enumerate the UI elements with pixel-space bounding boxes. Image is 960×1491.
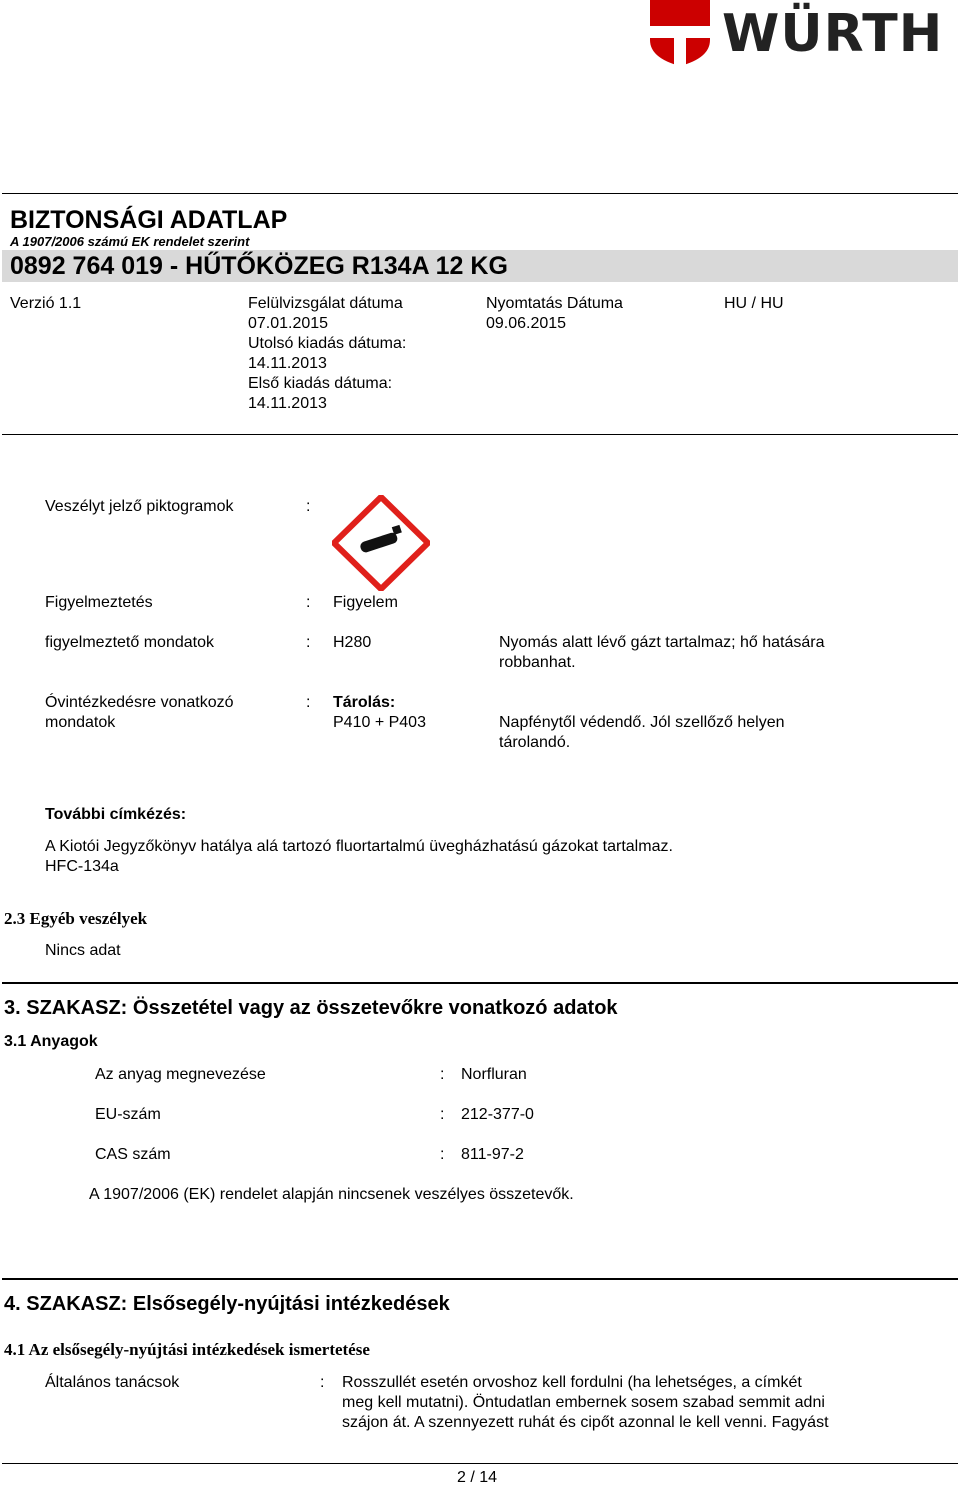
print-label: Nyomtatás Dátuma	[486, 295, 623, 312]
header-top-rule	[2, 193, 958, 194]
hazard-text-line-2: robbanhat.	[499, 654, 576, 671]
locale: HU / HU	[724, 295, 784, 312]
section3-sub-heading: 3.1 Anyagok	[4, 1033, 98, 1050]
eu-number-label: EU-szám	[95, 1106, 161, 1123]
substance-name-label: Az anyag megnevezése	[95, 1066, 266, 1083]
colon: :	[320, 1374, 325, 1391]
cas-number-value: 811-97-2	[461, 1146, 524, 1163]
colon: :	[440, 1146, 445, 1163]
general-advice-line-1: Rosszullét esetén orvoshoz kell fordulni (ha lehetséges, a címkét	[342, 1374, 802, 1391]
general-advice-line-2: meg kell mutatni). Öntudatlan embernek sosem szabad semmit adni	[342, 1394, 825, 1411]
gas-cylinder-icon	[332, 495, 430, 591]
storage-label: Tárolás:	[333, 694, 396, 711]
colon: :	[306, 594, 311, 611]
section3-heading: 3. SZAKASZ: Összetétel vagy az összetevőkre vonatkozó adatok	[4, 997, 618, 1019]
precaution-text-line-1: Napfénytől védendő. Jól szellőző helyen	[499, 714, 785, 731]
product-name: 0892 764 019 - HŰTŐKÖZEG R134A 12 KG	[10, 252, 508, 280]
section4-heading: 4. SZAKASZ: Elsősegély-nyújtási intézkedések	[4, 1293, 450, 1315]
version: Verzió 1.1	[10, 295, 82, 312]
further-labelling-heading: További címkézés:	[45, 806, 187, 823]
first-issue-date: 14.11.2013	[248, 395, 327, 412]
further-text-line-1: A Kiotói Jegyzőkönyv hatálya alá tartozó fluortartalmú üvegházhatású gázokat tartalmaz.	[45, 838, 673, 855]
warning-label: Figyelmeztetés	[45, 594, 153, 611]
hazard-text-line-1: Nyomás alatt lévő gázt tartalmaz; hő hatására	[499, 634, 825, 651]
print-date: 09.06.2015	[486, 315, 567, 332]
cas-number-label: CAS szám	[95, 1146, 171, 1163]
precaution-label-line-2: mondatok	[45, 714, 116, 731]
colon: :	[306, 634, 311, 651]
revision-date: 07.01.2015	[248, 315, 329, 332]
first-issue-label: Első kiadás dátuma:	[248, 375, 393, 392]
footer-rule	[2, 1463, 958, 1464]
document-title: BIZTONSÁGI ADATLAP	[10, 206, 288, 234]
precaution-label-line-1: Óvintézkedésre vonatkozó	[45, 694, 234, 711]
section4-rule	[2, 1278, 958, 1280]
colon: :	[440, 1066, 445, 1083]
revision-label: Felülvizsgálat dátuma	[248, 295, 403, 312]
section3-note: A 1907/2006 (EK) rendelet alapján nincsenek veszélyes összetevők.	[89, 1186, 574, 1203]
eu-number-value: 212-377-0	[461, 1106, 534, 1123]
other-hazards-heading: 2.3 Egyéb veszélyek	[4, 909, 148, 928]
hazard-code: H280	[333, 634, 372, 651]
colon: :	[440, 1106, 445, 1123]
section3-rule	[2, 982, 958, 984]
header-bottom-rule	[2, 434, 958, 435]
document-subtitle: A 1907/2006 számú EK rendelet szerint	[10, 234, 250, 249]
pictogram-label: Veszélyt jelző piktogramok	[45, 498, 234, 515]
section4-sub-heading: 4.1 Az elsősegély-nyújtási intézkedések ismertetése	[4, 1340, 370, 1359]
precaution-code: P410 + P403	[333, 714, 426, 731]
page-number: 2 / 14	[457, 1469, 498, 1486]
colon: :	[306, 498, 311, 515]
further-text-line-2: HFC-134a	[45, 858, 119, 875]
wurth-logo-mark-icon	[648, 0, 712, 68]
last-issue-date: 14.11.2013	[248, 355, 327, 372]
colon: :	[306, 694, 311, 711]
general-advice-line-3: szájon át. A szennyezett ruhát és cipőt azonnal le kell venni. Fagyást	[342, 1414, 829, 1431]
substance-name-value: Norfluran	[461, 1066, 527, 1083]
last-issue-label: Utolsó kiadás dátuma:	[248, 335, 407, 352]
precaution-text-line-2: tárolandó.	[499, 734, 571, 751]
wurth-logo-text: WÜRTH	[722, 4, 944, 64]
hazard-label: figyelmeztető mondatok	[45, 634, 214, 651]
general-advice-label: Általános tanácsok	[45, 1374, 180, 1391]
other-hazards-value: Nincs adat	[45, 942, 121, 959]
warning-value: Figyelem	[333, 594, 398, 611]
